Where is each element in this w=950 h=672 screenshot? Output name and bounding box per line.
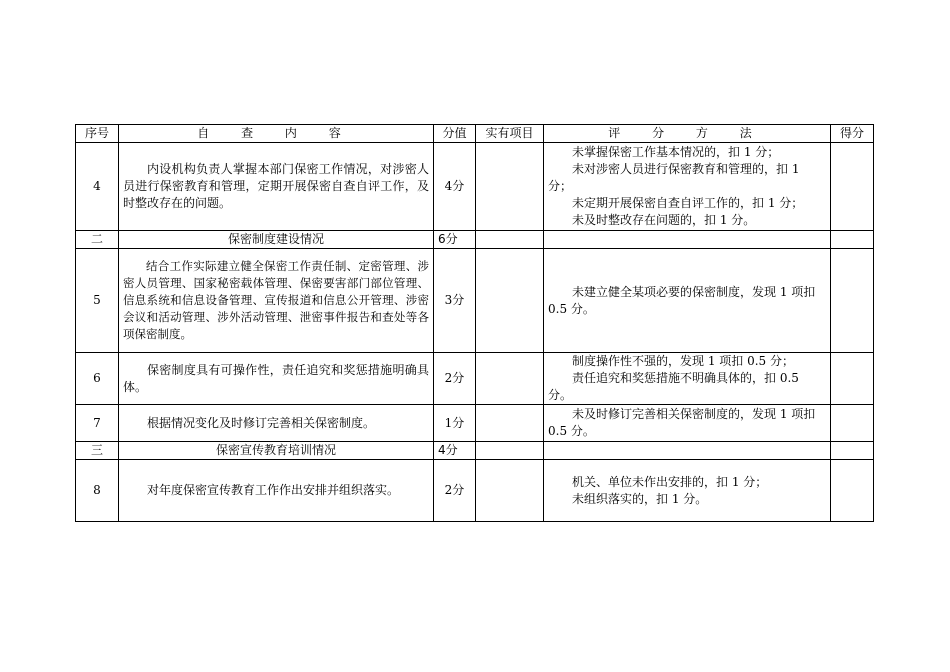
table-row [76,249,874,353]
row-method [544,460,831,522]
row-method [544,143,831,231]
row-content [119,353,434,405]
section-title: 保密制度建设情况 [119,231,434,249]
row-content-text: 根据情况变化及时修订完善相关保密制度。 [147,415,376,430]
header-points: 分值 [434,125,476,143]
self-inspection-table [75,124,874,522]
method-line: 未建立健全某项必要的保密制度，发现 1 项扣 0.5 分。 [548,284,816,316]
row-content-text: 结合工作实际建立健全保密工作责任制、定密管理、涉密人员管理、国家秘密载体管理、保密要害部门部位管理、信息系统和信息设备管理、宣传报道和信息公开管理、涉密会议和活动管理、涉外活动管理、泄密事件报告和查处等各项保密制度。 [123,259,429,341]
section-points: 6分 [434,231,476,249]
row-content-text: 内设机构负责人掌握本部门保密工作情况，对涉密人员进行保密教育和管理，定期开展保密自查自评工作，及时整改存在的问题。 [123,162,429,210]
header-row [76,125,874,143]
section-title: 保密宣传教育培训情况 [119,442,434,460]
row-seq: 5 [76,249,119,353]
row-content [119,143,434,231]
header-method: 评 分 方 法 [544,125,831,143]
method-line: 未对涉密人员进行保密教育和管理的，扣 1 分； [548,162,800,193]
section-seq: 二 [76,231,119,249]
table-row [76,143,874,231]
row-actual [476,249,544,353]
row-content-text: 保密制度具有可操作性，责任追究和奖惩措施明确具体。 [123,362,429,394]
row-score [831,353,874,405]
row-points: 1分 [434,405,476,442]
method-line: 未及时修订完善相关保密制度的，发现 1 项扣 0.5 分。 [548,407,816,438]
row-actual [476,143,544,231]
row-score [831,249,874,353]
header-content: 自 查 内 容 [119,125,434,143]
row-score [831,405,874,442]
header-score: 得分 [831,125,874,143]
table-row [76,460,874,522]
table-row [76,405,874,442]
row-actual [476,442,544,460]
row-actual [476,460,544,522]
section-row [76,442,874,460]
row-seq: 8 [76,460,119,522]
row-content [119,249,434,353]
method-line: 机关、单位未作出安排的，扣 1 分； [572,474,768,489]
row-content [119,405,434,442]
section-seq: 三 [76,442,119,460]
method-line: 制度操作性不强的，发现 1 项扣 0.5 分； [572,354,794,368]
row-method [544,249,831,353]
method-line: 未定期开展保密自查自评工作的，扣 1 分； [572,196,804,210]
row-points: 3分 [434,249,476,353]
method-line: 未掌握保密工作基本情况的，扣 1 分； [572,145,780,159]
row-method [544,353,831,405]
row-score [831,442,874,460]
row-method [544,442,831,460]
row-content [119,460,434,522]
row-seq: 4 [76,143,119,231]
row-actual [476,231,544,249]
row-score [831,231,874,249]
row-score [831,460,874,522]
method-line: 责任追究和奖惩措施不明确具体的，扣 0.5 分。 [548,371,799,402]
row-method [544,405,831,442]
row-content-text: 对年度保密宣传教育工作作出安排并组织落实。 [147,483,400,497]
table-row [76,353,874,405]
header-actual: 实有项目 [476,125,544,143]
row-seq: 6 [76,353,119,405]
section-points: 4分 [434,442,476,460]
row-score [831,143,874,231]
row-points: 4分 [434,143,476,231]
row-method [544,231,831,249]
header-seq: 序号 [76,125,119,143]
method-line: 未及时整改存在问题的，扣 1 分。 [572,213,756,227]
method-line: 未组织落实的，扣 1 分。 [572,491,708,506]
row-points: 2分 [434,460,476,522]
row-actual [476,353,544,405]
row-seq: 7 [76,405,119,442]
row-actual [476,405,544,442]
row-points: 2分 [434,353,476,405]
section-row [76,231,874,249]
